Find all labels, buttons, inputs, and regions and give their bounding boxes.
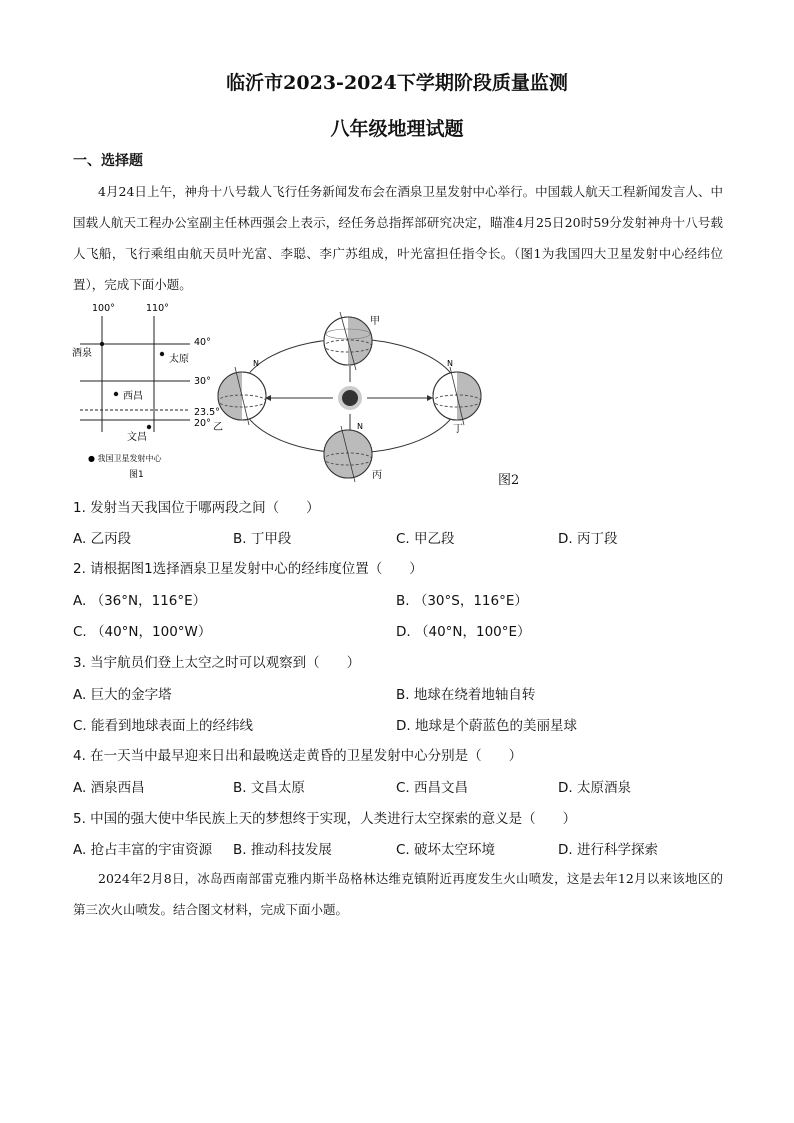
q3-option-c: C. 能看到地球表面上的经纬线 bbox=[73, 718, 254, 734]
q5-option-c: C. 破坏太空环境 bbox=[396, 842, 496, 858]
axis-label-bing: N bbox=[357, 422, 363, 431]
site-jiuquan-dot bbox=[100, 342, 104, 346]
intro-paragraph: 4月24日上午，神舟十八号载人飞行任务新闻发布会在酒泉卫星发射中心举行。中国载人航天工程新闻发言人、中国载人航天工程办公室副主任林西强会上表示，经任务总指挥部研究决定，瞄准4月25日20时59分发射神舟十八号载人飞船，飞行乘组由航天员叶光富、李聪、李广苏组成，叶光富担任指令长。（图1为我国四大卫星发射中心经纬位置），完成下面小题。 bbox=[73, 184, 723, 292]
q2-option-b: B. （30°S，116°E） bbox=[396, 593, 528, 609]
q3-option-d: D. 地球是个蔚蓝色的美丽星球 bbox=[396, 718, 577, 734]
q1-option-c: C. 甲乙段 bbox=[396, 531, 455, 547]
page-subtitle: 八年级地理试题 bbox=[330, 118, 464, 140]
question-2: 2. 请根据图1选择酒泉卫星发射中心的经纬度位置（ ） bbox=[73, 561, 423, 577]
question-5: 5. 中国的强大使中华民族上天的梦想终于实现，人类进行太空探索的意义是（ ） bbox=[73, 811, 577, 827]
volcano-paragraph: 2024年2月8日，冰岛西南部雷克雅内斯半岛格林达维克镇附近再度发生火山喷发，这是去年12月以来该地区的第三次火山喷发。结合图文材料，完成下面小题。 bbox=[73, 871, 723, 917]
label-ding: 丁 bbox=[453, 424, 463, 435]
q3-option-a: A. 巨大的金字塔 bbox=[73, 687, 172, 703]
q1-option-b: B. 丁甲段 bbox=[233, 531, 292, 547]
q4-option-b: B. 文昌太原 bbox=[233, 780, 305, 796]
figure-1-map bbox=[70, 298, 230, 480]
axis-label-yi: N bbox=[253, 359, 259, 368]
q2-option-a: A. （36°N，116°E） bbox=[73, 593, 207, 609]
q5-option-b: B. 推动科技发展 bbox=[233, 842, 332, 858]
figure-2-caption: 图2 bbox=[498, 473, 520, 488]
lon-label-100: 100° bbox=[92, 303, 115, 314]
label-yi: 乙 bbox=[213, 422, 223, 433]
figure-1-legend: ● 我国卫星发射中心 bbox=[88, 454, 162, 463]
lon-label-110: 110° bbox=[146, 303, 169, 314]
question-3: 3. 当宇航员们登上太空之时可以观察到（ ） bbox=[73, 655, 361, 671]
lat-label-20: 20° bbox=[194, 418, 211, 429]
question-4: 4. 在一天当中最早迎来日出和最晚送走黄昏的卫星发射中心分别是（ ） bbox=[73, 748, 523, 764]
q4-option-a: A. 酒泉西昌 bbox=[73, 780, 145, 796]
earth-ding bbox=[433, 359, 487, 426]
earth-bing bbox=[320, 422, 376, 482]
sun bbox=[342, 390, 358, 406]
site-xichang-dot bbox=[114, 392, 118, 396]
site-wenchang-label: 文昌 bbox=[127, 432, 147, 443]
lat-label-30: 30° bbox=[194, 376, 211, 387]
axis-label-ding: N bbox=[447, 359, 453, 368]
q5-option-d: D. 进行科学探索 bbox=[558, 842, 658, 858]
label-bing: 丙 bbox=[372, 470, 382, 481]
q2-option-c: C. （40°N，100°W） bbox=[73, 624, 212, 640]
site-xichang-label: 西昌 bbox=[123, 391, 143, 402]
section-heading: 一、选择题 bbox=[73, 153, 143, 169]
q3-option-b: B. 地球在绕着地轴自转 bbox=[396, 687, 536, 703]
site-wenchang-dot bbox=[147, 425, 151, 429]
q1-option-d: D. 丙丁段 bbox=[558, 531, 618, 547]
question-1: 1. 发射当天我国位于哪两段之间（ ） bbox=[73, 500, 320, 516]
figure-2-orbit bbox=[215, 306, 515, 486]
figure-1-caption: 图1 bbox=[129, 470, 144, 480]
site-jiuquan-label: 酒泉 bbox=[72, 348, 92, 359]
q1-option-a: A. 乙丙段 bbox=[73, 531, 132, 547]
q4-option-d: D. 太原酒泉 bbox=[558, 780, 631, 796]
site-taiyuan-label: 太原 bbox=[169, 354, 189, 365]
lat-label-23-5: 23.5° bbox=[194, 407, 220, 418]
lat-label-40: 40° bbox=[194, 337, 211, 348]
q2-option-d: D. （40°N，100°E） bbox=[396, 624, 531, 640]
label-jia: 甲 bbox=[370, 316, 380, 327]
earth-yi bbox=[215, 359, 266, 426]
page-title: 临沂市2023-2024下学期阶段质量监测 bbox=[226, 72, 568, 94]
site-taiyuan-dot bbox=[160, 352, 164, 356]
q5-option-a: A. 抢占丰富的宇宙资源 bbox=[73, 842, 213, 858]
q4-option-c: C. 西昌文昌 bbox=[396, 780, 469, 796]
